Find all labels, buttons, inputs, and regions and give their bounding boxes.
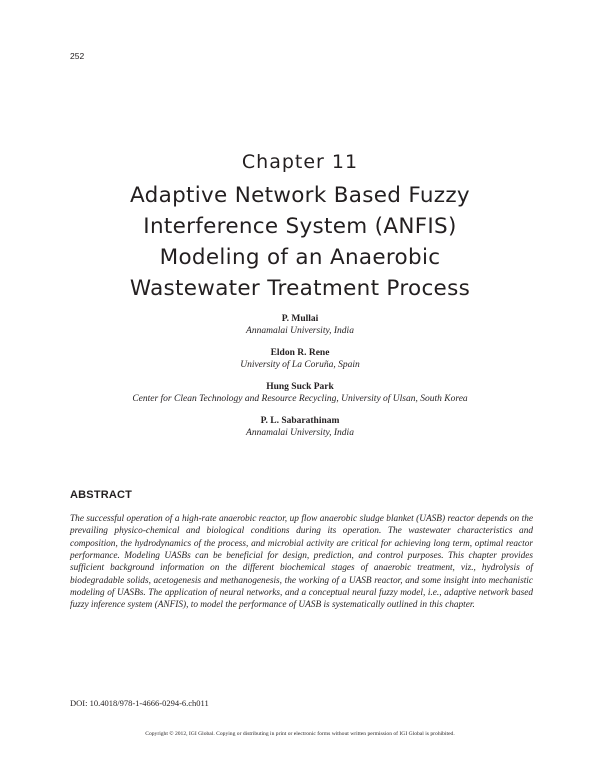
author-block [0,347,600,381]
author-name: P. L. Sabarathinam [260,416,340,426]
abstract-body: The successful operation of a high-rate anaerobic reactor, up flow anaerobic sludge blanket (UASB) reactor depends on the prevailing physico-chemical and biological conditions during its operation. The wastewater characteristics and composition, the hydrodynamics of the process, and microbial activity are critical for achieving long term, optimal reactor performance. Modeling UASBs can be beneficial for design, prediction, and control purposes. This chapter provides sufficient background information on the different biochemical stages of anaerobic treatment, viz., hydrolysis of biodegradable solids, acetogenesis and methanogenesis, the working of a UASB reactor, and some insight into mechanistic modeling of UASBs. The application of neural networks, and a conceptual neural fuzzy model, i.e., adaptive network based fuzzy inference system (ANFIS), to model the performance of UASB is systematically outlined in this chapter. [70,514,533,611]
author-affiliation: Center for Clean Technology and Resource Recycling, University of Ulsan, South Korea [132,394,468,404]
author-block [0,313,600,347]
chapter-title-line-1: Adaptive Network Based Fuzzy [130,183,470,208]
author-affiliation: Annamalai University, India [246,326,354,336]
doi-line: DOI: 10.4018/978-1-4666-0294-6.ch011 [70,698,209,708]
abstract-heading: ABSTRACT [70,489,133,501]
chapter-title-line-3: Modeling of an Anaerobic [159,245,441,270]
author-affiliation: University of La Coruña, Spain [240,360,360,370]
copyright-notice: Copyright © 2012, IGI Global. Copying or distributing in print or electronic forms without written permission of IGI Global is prohibited. [145,731,455,737]
author-list [0,313,600,449]
author-name: P. Mullai [281,314,319,324]
author-name: Hung Suck Park [266,382,334,392]
chapter-title-line-2: Interference System (ANFIS) [143,214,457,239]
chapter-label: Chapter 11 [241,151,359,173]
chapter-title [60,180,540,304]
chapter-title-line-4: Wastewater Treatment Process [129,276,471,301]
author-block [0,381,600,415]
author-name: Eldon R. Rene [270,348,330,358]
page-number: 252 [70,51,85,61]
author-affiliation: Annamalai University, India [246,428,354,438]
author-block [0,415,600,449]
